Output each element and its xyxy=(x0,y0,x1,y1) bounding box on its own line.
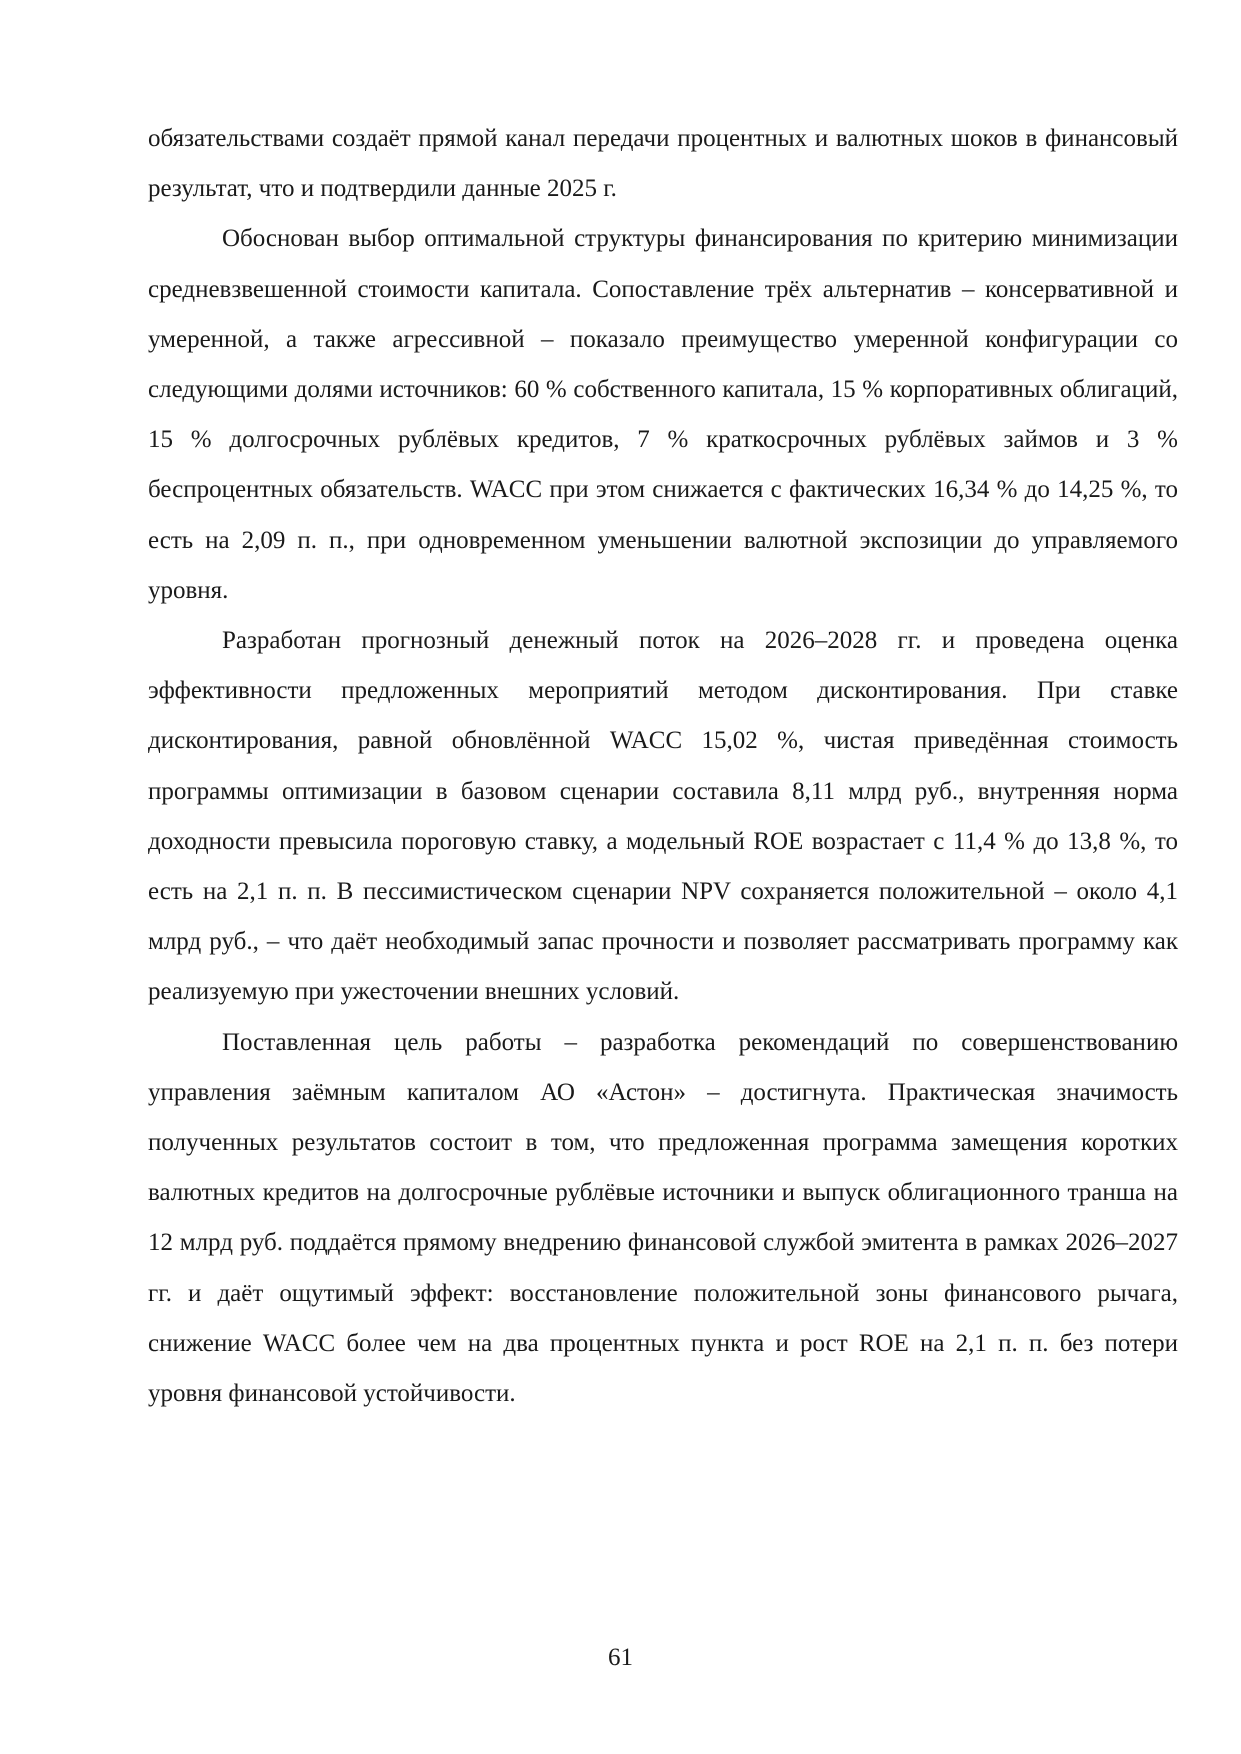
paragraph-optimal-structure: Обоснован выбор оптимальной структуры финансирования по критерию минимизации средневзвешенной стоимости капитала. Сопоставление трёх альтернатив – консервативной и умеренной, а также агрессивной – показало преимущество умеренной конфигурации со следующими долями источников: 60 % собственного капитала, 15 % корпоративных облигаций, 15 % долгосрочных рублёвых кредитов, 7 % краткосрочных рублёвых займов и 3 % беспроцентных обязательств. WACC при этом снижается с фактических 16,34 % до 14,25 %, то есть на 2,09 п. п., при одновременном уменьшении валютной экспозиции до управляемого уровня. xyxy=(148,225,1178,604)
paragraph-cash-flow-forecast: Разработан прогнозный денежный поток на 2026–2028 гг. и проведена оценка эффективности предложенных мероприятий методом дисконтирования. При ставке дисконтирования, равной обновлённой WACC 15,02 %, чистая приведённая стоимость программы оптимизации в базовом сценарии составила 8,11 млрд руб., внутренняя норма доходности превысила пороговую ставку, а модельный ROE возрастает с 11,4 % до 13,8 %, то есть на 2,1 п. п. В пессимистическом сценарии NPV сохраняется положительной – около 4,1 млрд руб., – что даёт необходимый запас прочности и позволяет рассматривать программу как реализуемую при ужесточении внешних условий. xyxy=(148,627,1178,1006)
paragraph-conclusion: Поставленная цель работы – разработка рекомендаций по совершенствованию управления заёмным капиталом АО «Астон» – достигнута. Практическая значимость полученных результатов состоит в том, что предложенная программа замещения коротких валютных кредитов на долгосрочные рублёвые источники и выпуск облигационного транша на 12 млрд руб. поддаётся прямому внедрению финансовой службой эмитента в рамках 2026–2027 гг. и даёт ощутимый эффект: восстановление положительной зоны финансового рычага, снижение WACC более чем на два процентных пункта и рост ROE на 2,1 п. п. без потери уровня финансовой устойчивости. xyxy=(148,1028,1178,1408)
page-number: 61 xyxy=(608,1644,633,1671)
paragraph-continuation: обязательствами создаёт прямой канал передачи процентных и валютных шоков в финансовый результат, что и подтвердили данные 2025 г. xyxy=(148,125,1178,203)
body-text xyxy=(148,114,1178,1419)
